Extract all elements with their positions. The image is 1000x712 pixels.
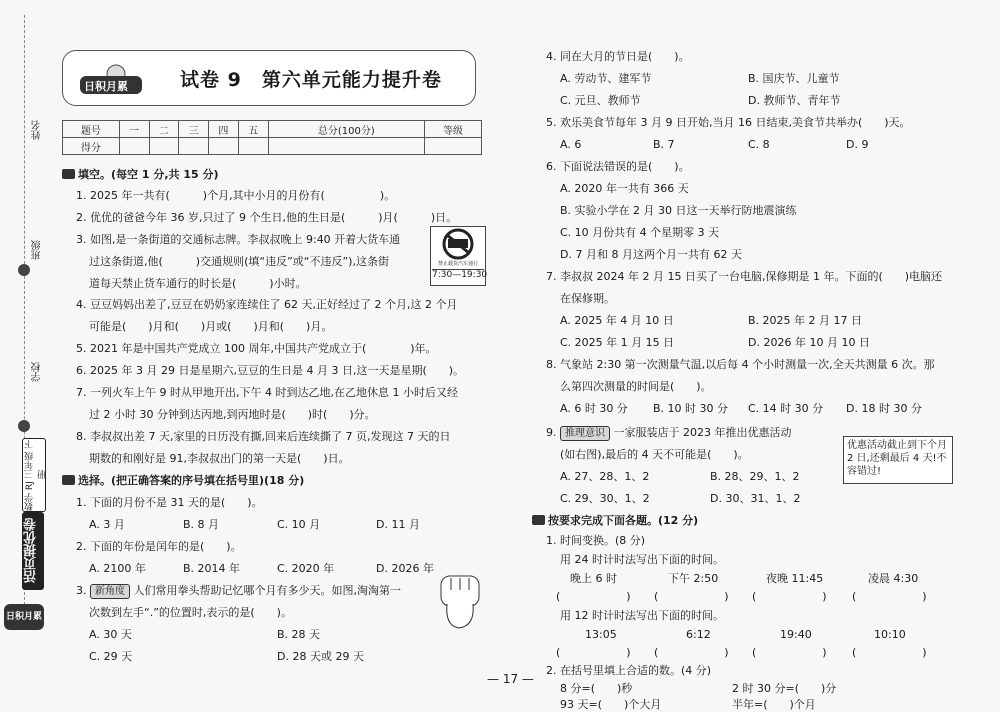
reasoning-tag: 推理意识	[560, 426, 610, 441]
time-12-2: 6:12	[686, 628, 711, 641]
choice-q9: 9. 推理意识 一家服装店于 2023 年推出优惠活动	[546, 426, 792, 439]
subject-label: 数学 RJ 三年级 下册	[22, 438, 46, 512]
no-truck-icon	[431, 227, 485, 261]
fill-q2: 2. 优优的爸爸今年 36 岁,只过了 9 个生日,他的生日是( )月( )日。	[76, 211, 458, 224]
choice-q6: 6. 下面说法错误的是( )。	[546, 160, 690, 173]
choice-q7-line2: 在保修期。	[560, 292, 615, 305]
choice-q4-d: D. 教师节、青年节	[748, 94, 841, 107]
choice-q4-a: A. 劳动节、建军节	[560, 72, 652, 85]
fill-3: 93 天=( )个大月	[560, 698, 662, 711]
choice-q4-c: C. 元旦、教师节	[560, 94, 641, 107]
choice-q3: 3. 新角度 人们常用拳头帮助记忆哪个月有多少天。如图,淘淘第一	[76, 584, 401, 597]
score-header: 二	[149, 121, 179, 138]
score-cell[interactable]	[149, 138, 179, 155]
logo-small: 日积月累	[4, 604, 44, 630]
score-cell[interactable]	[268, 138, 425, 155]
fist-illustration	[437, 570, 483, 630]
score-header: 五	[238, 121, 268, 138]
name-label: 姓名	[32, 120, 43, 140]
fill-q5: 5. 2021 年是中国共产党成立 100 周年,中国共产党成立于( )年。	[76, 342, 437, 355]
choice-q7-a: A. 2025 年 4 月 10 日	[560, 314, 674, 327]
choice-q6-c: C. 10 月份共有 4 个星期零 3 天	[560, 226, 720, 239]
choice-q5: 5. 欢乐美食节每年 3 月 9 日开始,当月 16 日结束,美食节共举办( )天。	[546, 116, 911, 129]
choice-q5-b: B. 7	[653, 138, 675, 151]
choice-q1-c: C. 10 月	[277, 518, 321, 531]
choice-q2-a: A. 2100 年	[89, 562, 146, 575]
choice-q6-d: D. 7 月和 8 月这两个月一共有 62 天	[560, 248, 742, 261]
choice-q3-b: B. 28 天	[277, 628, 321, 641]
choice-q5-c: C. 8	[748, 138, 770, 151]
page-number: — 17 —	[487, 672, 534, 686]
class-label: 班级	[32, 240, 43, 260]
fill-q4: 4. 豆豆妈妈出差了,豆豆在奶奶家连续住了 62 天,正好经过了 2 个月,这 2 个月	[76, 298, 458, 311]
choice-q2-b: B. 2014 年	[183, 562, 241, 575]
answer-blank[interactable]: ( )	[556, 590, 631, 603]
choice-q8-b: B. 10 时 30 分	[653, 402, 729, 415]
time-24-1: 晚上 6 时	[570, 572, 617, 585]
fill-q8: 8. 李叔叔出差 7 天,家里的日历没有撕,回来后连续撕了 7 页,发现这 7 天的日	[76, 430, 451, 443]
score-header: 题号	[63, 121, 120, 138]
logo-text: 日积月累	[84, 80, 128, 93]
answer-blank[interactable]: ( )	[556, 646, 631, 659]
score-table	[62, 120, 482, 155]
answer-blank[interactable]: ( )	[654, 590, 729, 603]
score-header: 等级	[425, 121, 482, 138]
choice-q9-d: D. 30、31、1、2	[710, 492, 801, 505]
choice-q8-a: A. 6 时 30 分	[560, 402, 628, 415]
section-1-title: 填空。(每空 1 分,共 15 分)	[62, 168, 219, 182]
choice-q8-d: D. 18 时 30 分	[846, 402, 922, 415]
fill-1: 8 分=( )秒	[560, 682, 633, 695]
logo	[76, 62, 146, 96]
binding-hole	[18, 264, 30, 276]
score-cell[interactable]	[425, 138, 482, 155]
choice-q5-a: A. 6	[560, 138, 582, 151]
answer-blank[interactable]: ( )	[752, 646, 827, 659]
page-title: 试卷 9 第六单元能力提升卷	[180, 69, 442, 91]
time-q1-instruction-12h: 用 12 时计时法写出下面的时间。	[560, 609, 724, 622]
time-12-3: 19:40	[780, 628, 812, 641]
fill-q4-line2: 可能是( )月和( )月或( )月和( )月。	[89, 320, 333, 333]
score-header: 四	[209, 121, 239, 138]
fill-4: 半年=( )个月	[732, 698, 816, 711]
sign-caption: 禁止载货汽车通行	[437, 261, 478, 267]
choice-q8-c: C. 14 时 30 分	[748, 402, 824, 415]
fill-q1: 1. 2025 年一共有( )个月,其中小月的月份有( )。	[76, 189, 396, 202]
choice-q7-c: C. 2025 年 1 月 15 日	[560, 336, 675, 349]
score-cell[interactable]	[179, 138, 209, 155]
binding-strip	[0, 0, 50, 712]
fill-q8-line2: 期数的和刚好是 91,李叔叔出门的第一天是( )日。	[89, 452, 350, 465]
choice-q2: 2. 下面的年份是闰年的是( )。	[76, 540, 242, 553]
answer-blank[interactable]: ( )	[852, 590, 927, 603]
answer-blank[interactable]: ( )	[852, 646, 927, 659]
fill-q6: 6. 2025 年 3 月 29 日是星期六,豆豆的生日是 4 月 3 日,这一天是星期( )。	[76, 364, 465, 377]
time-12-4: 10:10	[874, 628, 906, 641]
answer-blank[interactable]: ( )	[752, 590, 827, 603]
choice-q2-c: C. 2020 年	[277, 562, 335, 575]
sign-time: 7:30—19:30	[432, 270, 488, 280]
section-3-title: 按要求完成下面各题。(12 分)	[532, 514, 698, 528]
time-q1: 1. 时间变换。(8 分)	[546, 534, 646, 547]
choice-q6-b: B. 实验小学在 2 月 30 日这一天举行防地震演练	[560, 204, 797, 217]
fill-q3-line2: 过这条街道,他( )交通规则(填“违反”或“不违反”),这条街	[89, 255, 389, 268]
choice-q7-d: D. 2026 年 10 月 10 日	[748, 336, 870, 349]
time-24-2: 下午 2:50	[668, 572, 719, 585]
choice-q3-a: A. 30 天	[89, 628, 132, 641]
choice-q1-a: A. 3 月	[89, 518, 125, 531]
traffic-sign	[430, 226, 486, 286]
choice-q4: 4. 同在大月的节日是( )。	[546, 50, 690, 63]
fill-q7-line2: 过 2 小时 30 分钟到达丙地,到丙地时是( )时( )分。	[89, 408, 376, 421]
choice-q2-d: D. 2026 年	[376, 562, 434, 575]
answer-blank[interactable]: ( )	[654, 646, 729, 659]
binding-hole	[18, 420, 30, 432]
school-label: 学校	[32, 362, 43, 382]
choice-q9-line2: (如右图),最后的 4 天不可能是( )。	[560, 448, 749, 461]
choice-q3-line2: 次数到左手“.”的位置时,表示的是( )。	[89, 606, 292, 619]
choice-q9-c: C. 29、30、1、2	[560, 492, 650, 505]
new-angle-tag: 新角度	[90, 584, 130, 599]
promo-note: 优惠活动截止到下个月 2 日,还剩最后 4 天!不容错过!	[843, 436, 953, 484]
time-24-3: 夜晚 11:45	[766, 572, 824, 585]
fill-2: 2 时 30 分=( )分	[732, 682, 837, 695]
score-header: 总分(100分)	[268, 121, 425, 138]
score-row-label: 得分	[63, 138, 120, 155]
score-cell[interactable]	[119, 138, 149, 155]
time-24-4: 凌晨 4:30	[868, 572, 919, 585]
fill-numbers-q2: 2. 在括号里填上合适的数。(4 分)	[546, 664, 712, 677]
time-q1-instruction-24h: 用 24 时计时法写出下面的时间。	[560, 553, 724, 566]
choice-q1-d: D. 11 月	[376, 518, 420, 531]
score-cell[interactable]	[238, 138, 268, 155]
choice-q8-line2: 么第四次测量的时间是( )。	[560, 380, 712, 393]
fill-q7: 7. 一列火车上午 9 时从甲地开出,下午 4 时到达乙地,在乙地休息 1 小时后又经	[76, 386, 458, 399]
choice-q6-a: A. 2020 年一共有 366 天	[560, 182, 689, 195]
choice-q7: 7. 李叔叔 2024 年 2 月 15 日买了一台电脑,保修期是 1 年。下面的( )电脑还	[546, 270, 943, 283]
choice-q5-d: D. 9	[846, 138, 869, 151]
score-header: 三	[179, 121, 209, 138]
fill-q3-line3: 道每天禁止货车通行的时长是( )小时。	[89, 277, 307, 290]
fill-q3: 3. 如图,是一条街道的交通标志牌。李叔叔晚上 9:40 开着大货车通	[76, 233, 401, 246]
score-cell[interactable]	[209, 138, 239, 155]
score-header: 一	[119, 121, 149, 138]
choice-q8: 8. 气象站 2:30 第一次测量气温,以后每 4 个小时测量一次,全天共测量 6 次。那	[546, 358, 935, 371]
time-12-1: 13:05	[585, 628, 617, 641]
section-2-title: 选择。(把正确答案的序号填在括号里)(18 分)	[62, 474, 304, 488]
choice-q7-b: B. 2025 年 2 月 17 日	[748, 314, 863, 327]
choice-q3-c: C. 29 天	[89, 650, 133, 663]
fist-icon	[437, 570, 483, 630]
choice-q1-b: B. 8 月	[183, 518, 220, 531]
choice-q4-b: B. 国庆节、儿童节	[748, 72, 840, 85]
brand-label: 活页提优卷	[22, 512, 44, 590]
choice-q9-b: B. 28、29、1、2	[710, 470, 800, 483]
choice-q1: 1. 下面的月份不是 31 天的是( )。	[76, 496, 263, 509]
choice-q3-d: D. 28 天或 29 天	[277, 650, 364, 663]
choice-q9-a: A. 27、28、1、2	[560, 470, 650, 483]
